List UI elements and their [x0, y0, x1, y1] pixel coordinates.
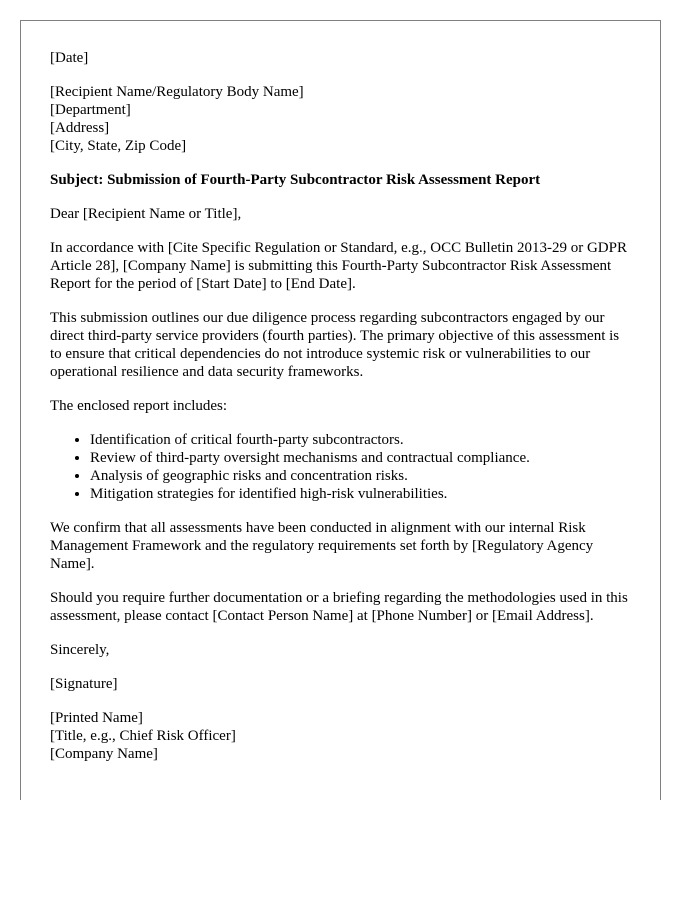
list-item: • Mitigation strategies for identified high-risk vulnerabilities. — [90, 485, 630, 503]
letter-subject: Subject: Submission of Fourth-Party Subcontractor Risk Assessment Report — [50, 172, 541, 188]
letter-closing: Sincerely, — [50, 642, 110, 658]
recipient-city-state-zip: [City, State, Zip Code] — [50, 138, 187, 154]
paragraph-contact: Should you require further documentation or a briefing regarding the methodologies used in this assessment, please contact [Contact Person Name] at [Phone Number] or [Email Address]. — [50, 590, 628, 624]
recipient-name: [Recipient Name/Regulatory Body Name] — [50, 84, 304, 100]
letter-page — [20, 20, 661, 800]
letter-content — [50, 49, 630, 763]
recipient-address-block — [50, 83, 630, 155]
recipient-department: [Department] — [50, 102, 131, 118]
printed-name: [Printed Name] — [50, 710, 143, 726]
letter-date: [Date] — [50, 50, 89, 66]
list-item: • Analysis of geographic risks and concentration risks. — [90, 467, 630, 485]
list-item: • Identification of critical fourth-party subcontractors. — [90, 431, 630, 449]
letter-signature: [Signature] — [50, 676, 118, 692]
signature-block — [50, 709, 630, 763]
signer-company: [Company Name] — [50, 746, 158, 762]
paragraph-regulation: In accordance with [Cite Specific Regulation or Standard, e.g., OCC Bulletin 2013-29 or GDPR Article 28], [Company Name] is submitting this Fourth-Party Subcontractor Risk Assessment Report for the period of [Start Date] to [End Date]. — [50, 240, 627, 292]
includes-list — [50, 431, 630, 503]
signer-title: [Title, e.g., Chief Risk Officer] — [50, 728, 236, 744]
list-item: • Review of third-party oversight mechanisms and contractual compliance. — [90, 449, 630, 467]
recipient-address: [Address] — [50, 120, 110, 136]
includes-intro: The enclosed report includes: — [50, 398, 228, 414]
letter-salutation: Dear [Recipient Name or Title], — [50, 206, 242, 222]
paragraph-purpose: This submission outlines our due diligence process regarding subcontractors engaged by our direct third-party service providers (fourth parties). The primary objective of this assessment is to ensure that critical dependencies do not introduce systemic risk or vulnerabilities to our operational resilience and data security frameworks. — [50, 310, 620, 380]
paragraph-confirmation: We confirm that all assessments have been conducted in alignment with our internal Risk Management Framework and the regulatory requirements set forth by [Regulatory Agency Name]. — [50, 520, 594, 572]
